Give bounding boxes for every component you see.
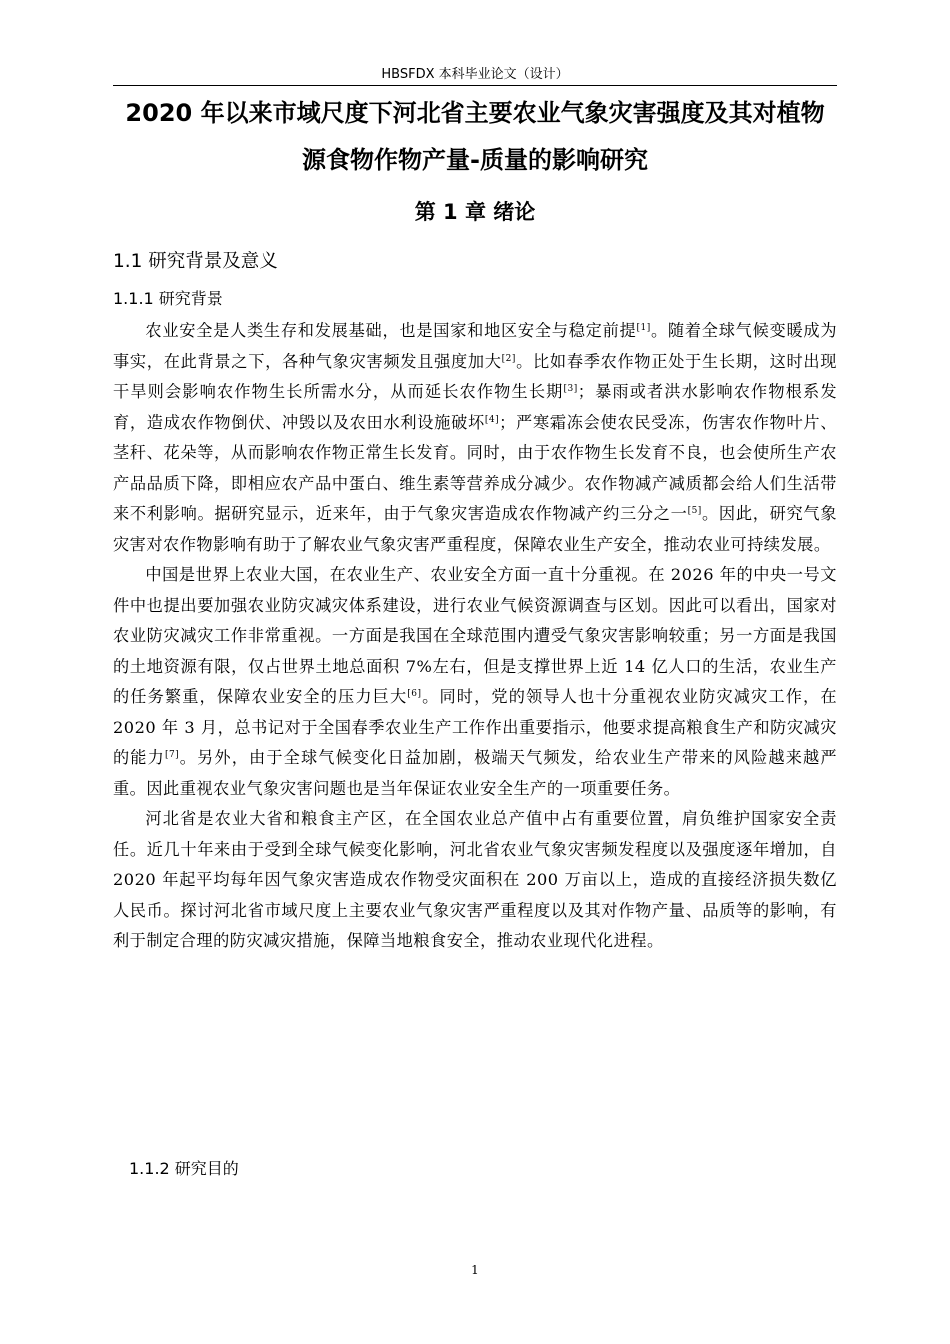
paragraph-text: 。同时，党的领导人也十分重视农业防灾减灾工作，在 2020 年 3 月，总书记对于全国春季农业生产工作作出重要指示，他要求提高粮食生产和防灾减灾的能力: [113, 687, 838, 767]
paragraph-text: ；暴雨或者洪水影响农作物根系发育，造成农作物倒伏、冲毁以及农田水利设施破坏: [113, 382, 838, 432]
citation: [1]: [636, 323, 651, 333]
header-rule: [113, 85, 837, 86]
citation: [3]: [563, 384, 578, 394]
paragraph-text: 农业安全是人类生存和发展基础，也是国家和地区安全与稳定前提: [145, 321, 637, 340]
subsection-heading-purpose: 1.1.2 研究目的: [129, 1159, 239, 1178]
body-text: [113, 316, 837, 957]
running-header: HBSFDX 本科毕业论文（设计）: [381, 67, 569, 82]
paragraph-text: 河北省是农业大省和粮食主产区，在全国农业总产值中占有重要位置，肩负维护国家安全责任。近几十年来由于受到全球气候变化影响，河北省农业气象灾害频发程度以及强度逐年增加，自 2020 年起平均每年因气象灾害造成农作物受灾面积在 200 万亩以上，造成的直接经济损失数亿人民币。探讨河北省市域尺度上主要农业气象灾害严重程度以及其对作物产量、品质等的影响，有利于制定合理的防灾减灾措施，保障当地粮食安全，推动农业现代化进程。: [113, 809, 837, 950]
section-heading: 1.1 研究背景及意义: [113, 251, 278, 272]
paragraph-text: 。因此，研究气象灾害对农作物影响有助于了解农业气象灾害严重程度，保障农业生产安全，推动农业可持续发展。: [113, 504, 838, 554]
citation: [7]: [164, 750, 180, 760]
paragraph: [113, 804, 837, 957]
paragraph-text: 。比如春季农作物正处于生长期，这时出现干旱则会影响农作物生长所需水分，从而延长农作物生长期: [113, 351, 837, 401]
chapter-heading: 第 1 章 绪论: [414, 200, 536, 224]
page-number: 1: [471, 1263, 479, 1277]
citation: [4]: [484, 414, 500, 425]
paragraph-text: 中国是世界上农业大国，在农业生产、农业安全方面一直十分重视。在 2026 年的中央一号文件中也提出要加强农业防灾减灾体系建设，进行农业气候资源调查与区划。因此可以看出，国家对农业防灾减灾工作非常重视。一方面是我国在全球范围内遭受气象灾害影响较重；另一方面是我国的土地资源有限，仅占世界土地总面积 7%左右，但是支撑世界上近 14 亿人口的生活，农业生产的任务繁重，保障农业安全的压力巨大: [113, 565, 837, 706]
paragraph-text: 。随着全球气候变暖成为事实，在此背景之下，各种气象灾害频发且强度加大: [113, 321, 838, 371]
citation: [5]: [687, 506, 702, 516]
citation: [6]: [407, 689, 422, 699]
subsection-heading-background: 1.1.1 研究背景: [113, 289, 223, 308]
paragraph-text: 。另外，由于全球气候变化日益加剧，极端天气频发，给农业生产带来的风险越来越严重。因此重视农业气象灾害问题也是当年保证农业安全生产的一项重要任务。: [113, 748, 838, 798]
paragraph: [113, 560, 837, 804]
thesis-title: [100, 90, 850, 184]
citation: [2]: [501, 353, 516, 364]
thesis-title-line-1: 2020 年以来市域尺度下河北省主要农业气象灾害强度及其对植物: [125, 99, 825, 127]
paragraph: [113, 316, 837, 560]
thesis-title-line-2: 源食物作物产量-质量的影响研究: [302, 146, 648, 174]
paragraph-text: ；严寒霜冻会使农民受冻，伤害农作物叶片、茎秆、花朵等，从而影响农作物正常生长发育。同时，由于农作物生长发育不良，也会使所生产农产品品质下降，即相应农产品中蛋白、维生素等营养成分减少。农作物减产减质都会给人们生活带来不利影响。据研究显示，近来年，由于气象灾害造成农作物减产约三分之一: [113, 412, 838, 523]
